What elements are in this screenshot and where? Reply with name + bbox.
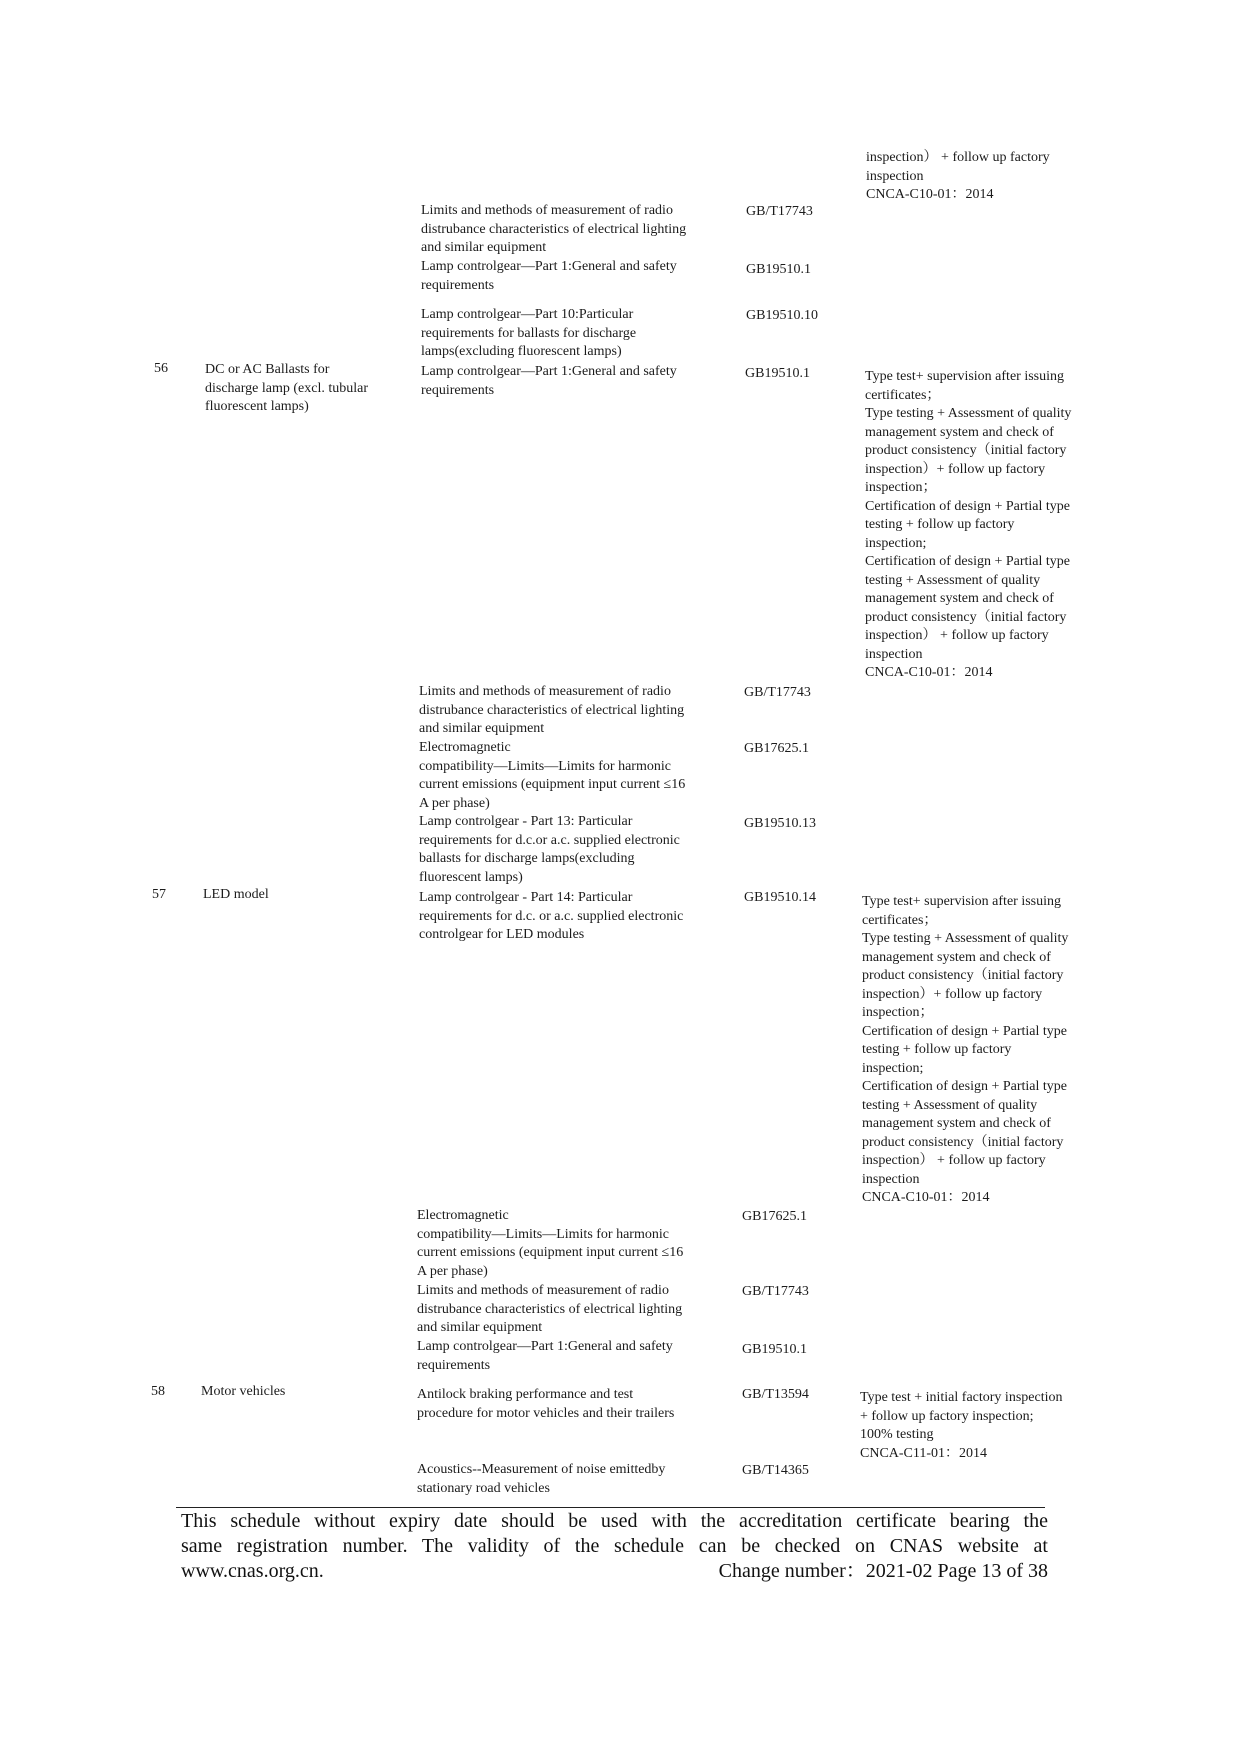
text-line: inspection） + follow up factory	[866, 150, 1050, 165]
row-number: 57	[152, 887, 166, 902]
standard-code: GB19510.1	[746, 262, 811, 277]
product-name: DC or AC Ballasts for discharge lamp (excl. tubular fluorescent lamps)	[205, 362, 369, 414]
footer-line-3	[181, 1559, 1048, 1584]
standard-code: GB/T17743	[744, 685, 811, 700]
standard-code: GB19510.10	[746, 308, 818, 323]
standard-code: GB/T13594	[742, 1387, 809, 1402]
standard-code: GB19510.1	[742, 1342, 807, 1357]
footer-line-1: This schedule without expiry date should be used with the accreditation certificate bearing the	[181, 1510, 1048, 1532]
standard-name: Electromagnetic compatibility—Limits—Limits for harmonic current emissions (equipment input current ≤16 A per phase)	[417, 1208, 684, 1279]
footer-page-info: Change number：2021-02 Page 13 of 38	[718, 1560, 1048, 1582]
standard-code: GB19510.1	[745, 366, 810, 381]
standard-name: Electromagnetic compatibility—Limits—Limits for harmonic current emissions (equipment input current ≤16 A per phase)	[419, 740, 686, 811]
standard-name: Lamp controlgear—Part 1:General and safety requirements	[421, 364, 677, 398]
standard-name: Lamp controlgear - Part 14: Particular requirements for d.c. or a.c. supplied electronic controlgear for LED modules	[419, 890, 684, 942]
standard-name: Limits and methods of measurement of radio distrubance characteristics of electrical lighting and similar equipment	[419, 684, 685, 736]
standard-code: GB19510.14	[744, 890, 816, 905]
standard-code: GB19510.13	[744, 816, 816, 831]
product-name: LED model	[203, 887, 269, 902]
standard-name: Antilock braking performance and test procedure for motor vehicles and their trailers	[417, 1387, 675, 1421]
standard-name: Lamp controlgear—Part 1:General and safety requirements	[421, 259, 677, 293]
row-number: 58	[151, 1384, 165, 1399]
standard-name: Lamp controlgear—Part 10:Particular requirements for ballasts for discharge lamps(excluding fluorescent lamps)	[421, 307, 637, 359]
certification-mode: Type test+ supervision after issuing certificates； Type testing + Assessment of quality management system and check of product consistency（initial factory inspection）+ follow up factory inspection； Certification of design + Partial type testing + follow up factory inspection; Certification of design + Partial type testing + Assessment of quality management system and check of product consistency（initial factory inspection） + follow up factory inspection CNCA-C10-01：2014	[865, 369, 1072, 680]
standard-code: GB/T17743	[742, 1284, 809, 1299]
standard-name: Limits and methods of measurement of radio distrubance characteristics of electrical lighting and similar equipment	[421, 203, 687, 255]
standard-name: Lamp controlgear—Part 1:General and safety requirements	[417, 1339, 673, 1373]
product-name: Motor vehicles	[201, 1384, 286, 1399]
text-line: CNCA-C10-01：2014	[866, 187, 994, 202]
certification-mode: Type test+ supervision after issuing certificates； Type testing + Assessment of quality management system and check of product consistency（initial factory inspection）+ follow up factory inspection； Certification of design + Partial type testing + follow up factory inspection; Certification of design + Partial type testing + Assessment of quality management system and check of product consistency（initial factory inspection） + follow up factory inspection CNCA-C10-01：2014	[862, 894, 1069, 1205]
continued-certification-mode	[866, 149, 1106, 205]
standard-name: Acoustics--Measurement of noise emittedby stationary road vehicles	[417, 1462, 666, 1496]
row-number: 56	[154, 361, 168, 376]
footer-website: www.cnas.org.cn.	[181, 1560, 324, 1582]
standard-code: GB/T14365	[742, 1463, 809, 1478]
standard-code: GB/T17743	[746, 204, 813, 219]
standard-name: Limits and methods of measurement of radio distrubance characteristics of electrical lighting and similar equipment	[417, 1283, 683, 1335]
standard-code: GB17625.1	[744, 741, 809, 756]
footer-divider	[176, 1507, 1045, 1508]
certification-mode: Type test + initial factory inspection + follow up factory inspection; 100% testing CNCA-C11-01：2014	[860, 1390, 1063, 1461]
footer-note	[181, 1509, 1048, 1584]
text-line: inspection	[866, 168, 924, 184]
standard-code: GB17625.1	[742, 1209, 807, 1224]
footer-line-2: same registration number. The validity of the schedule can be checked on CNAS website at	[181, 1535, 1048, 1557]
standard-name: Lamp controlgear - Part 13: Particular requirements for d.c.or a.c. supplied electronic ballasts for discharge lamps(excluding fluorescent lamps)	[419, 814, 680, 885]
